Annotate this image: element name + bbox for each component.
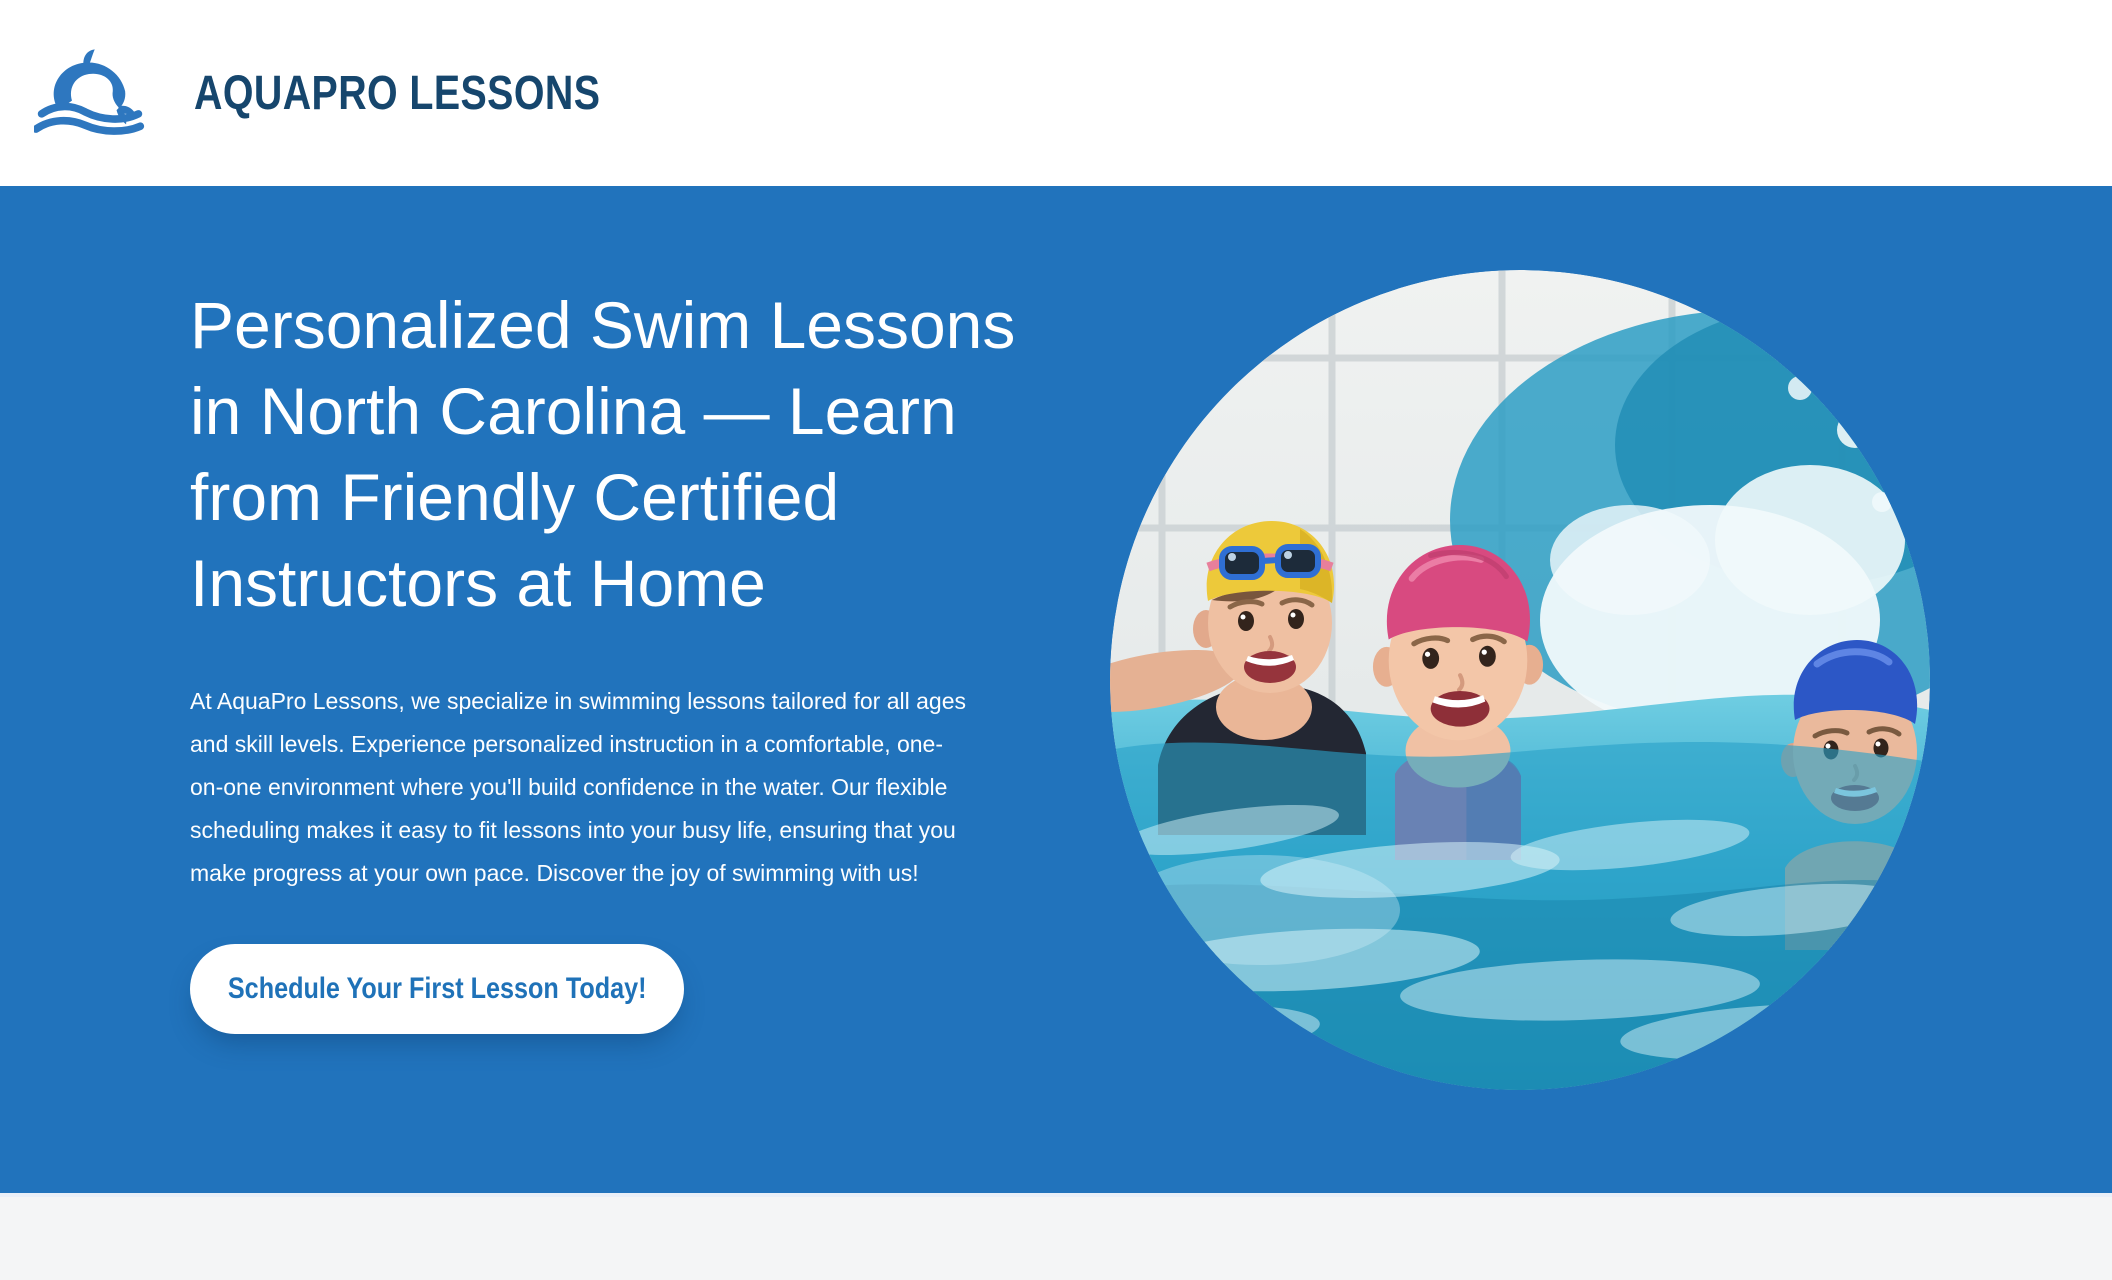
- pool-photo-illustration: [1110, 270, 1930, 1090]
- site-header: [0, 0, 2112, 186]
- cta-button[interactable]: [190, 944, 684, 1034]
- dolphin-logo-icon: [34, 49, 146, 137]
- below-section: [0, 1193, 2112, 1280]
- cta-button-label: Schedule Your First Lesson Today!: [227, 972, 647, 1005]
- hero-description: At AquaPro Lessons, we specialize in swimming lessons tailored for all ages and skill levels. Experience personalized instruction in a comfortable, one-on-one environment where you'll build confidence in the water. Our flexible scheduling makes it easy to fit lessons into your busy life, ensuring that you make progress at your own pace. Discover the joy of swimming with us!: [190, 688, 966, 886]
- hero-heading: Personalized Swim Lessons in North Carolina — Learn from Friendly Certified Instructors at Home: [190, 288, 1016, 620]
- logo[interactable]: [34, 49, 690, 137]
- hero-photo: [1110, 270, 1930, 1090]
- hero-section: [0, 186, 2112, 1193]
- logo-text: AQUAPRO LESSONS: [194, 66, 601, 120]
- hero-content: [190, 282, 1090, 1034]
